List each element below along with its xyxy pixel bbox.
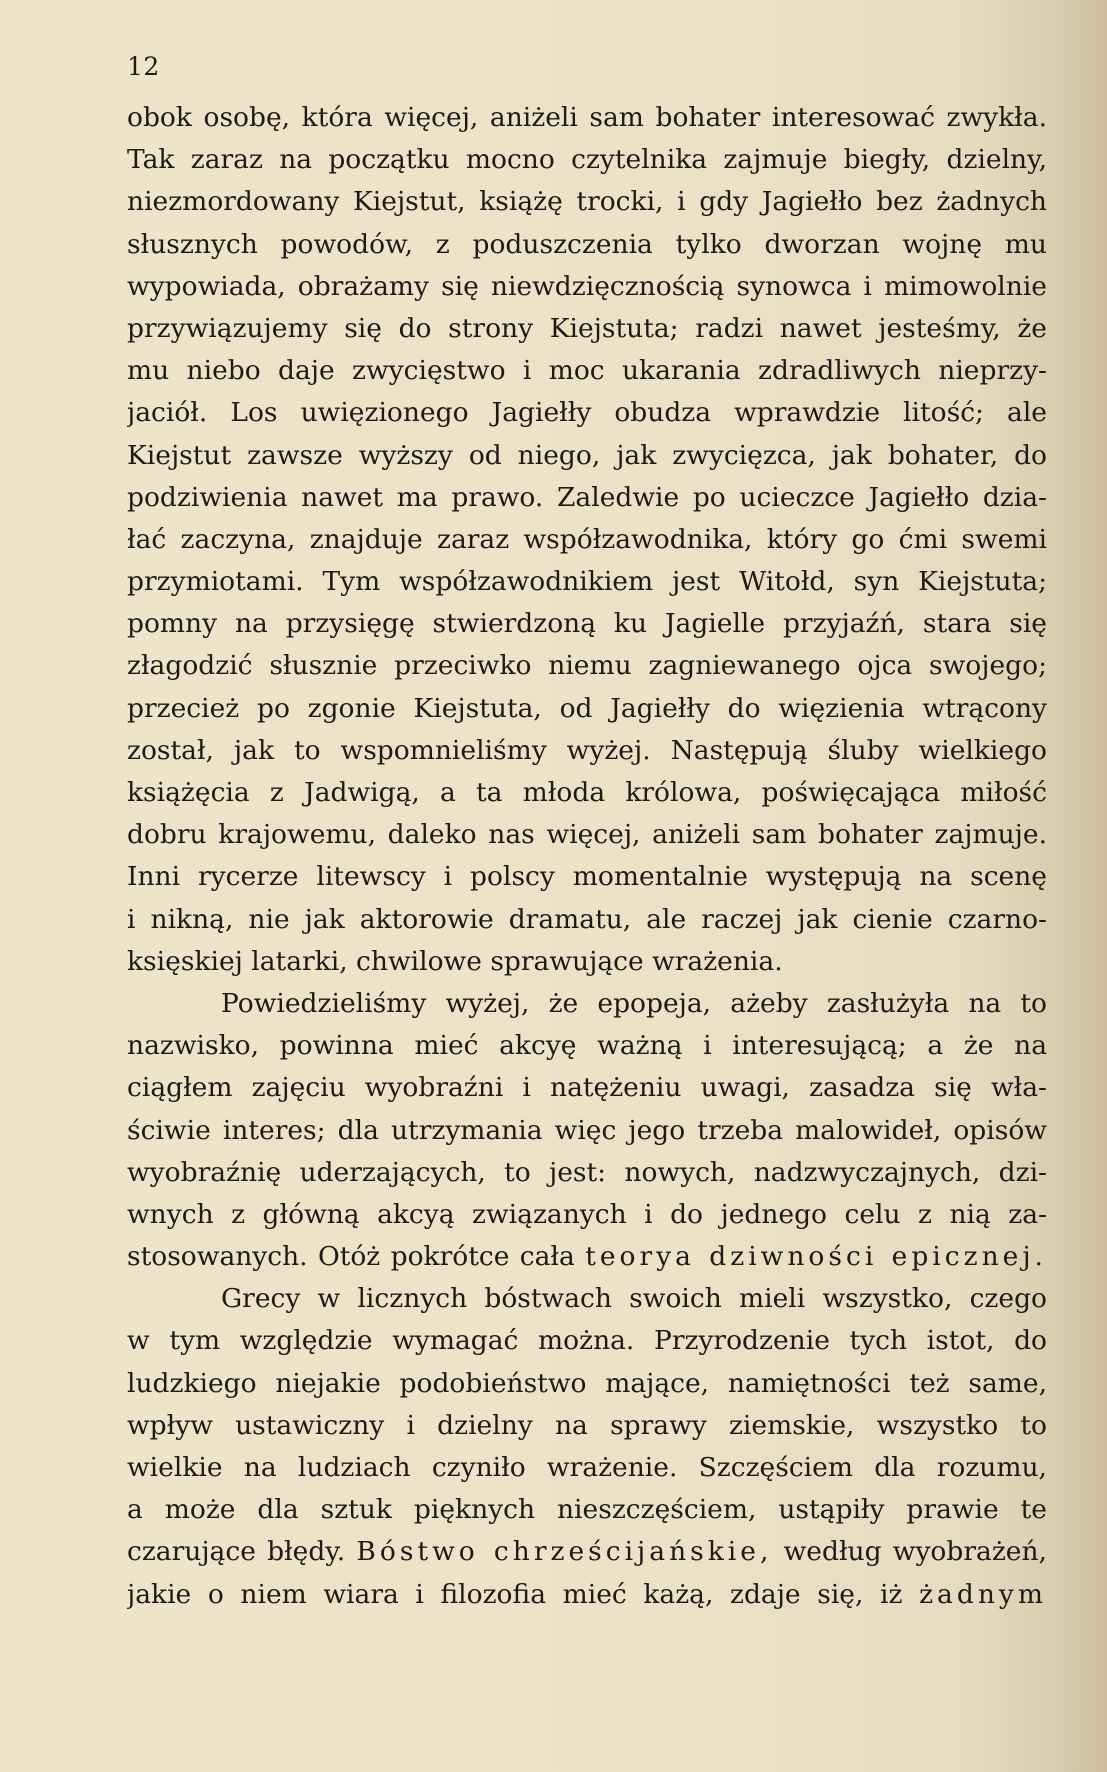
text-line: został, jak to wspomnieliśmy wyżej. Następują śluby wielkiego (127, 734, 1047, 766)
text-line: książęcia z Jadwigą, a ta młoda królowa, poświęcająca miłość (127, 777, 1047, 808)
text-line: i nikną, nie jak aktorowie dramatu, ale raczej jak cienie czarno- (127, 903, 1047, 935)
text-segment: czarujące błędy. (127, 1536, 346, 1568)
text-line (127, 1236, 1047, 1278)
text-line (127, 1531, 1047, 1573)
text-line (127, 1574, 1047, 1616)
text-line: dobru krajowemu, daleko nas więcej, aniżeli sam bohater zajmuje. (127, 819, 1047, 851)
text-line: przymiotami. Tym współzawodnikiem jest Witołd, syn Kiejstuta; (127, 566, 1047, 598)
text-line: wypowiada, obrażamy się niewdzięcznością synowca i mimowolnie (127, 270, 1047, 302)
text-line: Tak zaraz na początku mocno czytelnika zajmuje biegły, dzielny, (127, 144, 1047, 176)
page-number: 12 (127, 52, 160, 81)
text-segment: według wyobrażeń, (783, 1536, 1047, 1568)
emphasized-phrase: Bóstwo chrześcijańskie, (356, 1536, 773, 1568)
text-line: ciągłem zajęciu wyobraźni i natężeniu uwagi, zasadza się wła- (127, 1072, 1047, 1104)
text-line: podziwienia nawet ma prawo. Zaledwie po ucieczce Jagiełło dzia- (127, 481, 1047, 513)
text-segment: jakie o niem wiara i filozofia mieć każą, zdaje się, iż (127, 1578, 903, 1610)
text-segment: stosowanych. Otóż pokrótce cała (127, 1241, 575, 1273)
paragraph-end-line: księskiej latarki, chwilowe sprawujące wrażenia. (127, 945, 783, 977)
text-line: Inni rycerze litewscy i polscy momentalnie występują na scenę (127, 861, 1047, 893)
text-line: ludzkiego niejakie podobieństwo mające, namiętności też same, (127, 1367, 1047, 1399)
emphasized-phrase: teorya dziwności epicznej. (585, 1241, 1047, 1273)
body-text (127, 97, 1047, 1616)
text-line: wnych z główną akcyą związanych i do jednego celu z nią za- (127, 1198, 1047, 1230)
text-line: jaciół. Los uwięzionego Jagiełły obudza wprawdzie litość; ale (127, 397, 1047, 429)
text-line: Kiejstut zawsze wyższy od niego, jak zwycięzca, jak bohater, do (127, 439, 1047, 471)
emphasized-phrase: żadnym (919, 1578, 1047, 1610)
text-line: łać zaczyna, znajduje zaraz współzawodnika, który go ćmi swemi (127, 523, 1047, 555)
text-line: pomny na przysięgę stwierdzoną ku Jagielle przyjaźń, stara się (127, 608, 1047, 640)
text-line: złagodzić słusznie przeciwko niemu zagniewanego ojca swojego; (127, 650, 1047, 682)
text-line: mu niebo daje zwycięstwo i moc ukarania zdradliwych nieprzy- (127, 355, 1047, 387)
text-line: wyobraźnię uderzających, to jest: nowych, nadzwyczajnych, dzi- (127, 1156, 1047, 1188)
text-line: nazwisko, powinna mieć akcyę ważną i interesującą; a że na (127, 1030, 1047, 1062)
text-line: słusznych powodów, z poduszczenia tylko dworzan wojnę mu (127, 228, 1047, 260)
paragraph-start-line: Grecy w licznych bóstwach swoich mieli wszystko, czego (221, 1283, 1047, 1315)
text-line: przywiązujemy się do strony Kiejstuta; radzi nawet jesteśmy, że (127, 312, 1047, 344)
text-line: wpływ ustawiczny i dzielny na sprawy ziemskie, wszystko to (127, 1409, 1047, 1441)
text-line: w tym względzie wymagać można. Przyrodzenie tych istot, do (127, 1325, 1047, 1357)
text-line: ściwie interes; dla utrzymania więc jego trzeba malowideł, opisów (127, 1114, 1047, 1146)
text-line: wielkie na ludziach czyniło wrażenie. Szczęściem dla rozumu, (127, 1452, 1047, 1483)
text-line: przecież po zgonie Kiejstuta, od Jagiełły do więzienia wtrącony (127, 692, 1047, 724)
text-line: niezmordowany Kiejstut, książę trocki, i gdy Jagiełło bez żadnych (127, 186, 1047, 218)
text-line: a może dla sztuk pięknych nieszczęściem, ustąpiły prawie te (127, 1494, 1047, 1526)
text-line: obok osobę, która więcej, aniżeli sam bohater interesować zwykła. (127, 102, 1047, 133)
paragraph-start-line: Powiedzieliśmy wyżej, że epopeja, ażeby zasłużyła na to (221, 987, 1047, 1019)
